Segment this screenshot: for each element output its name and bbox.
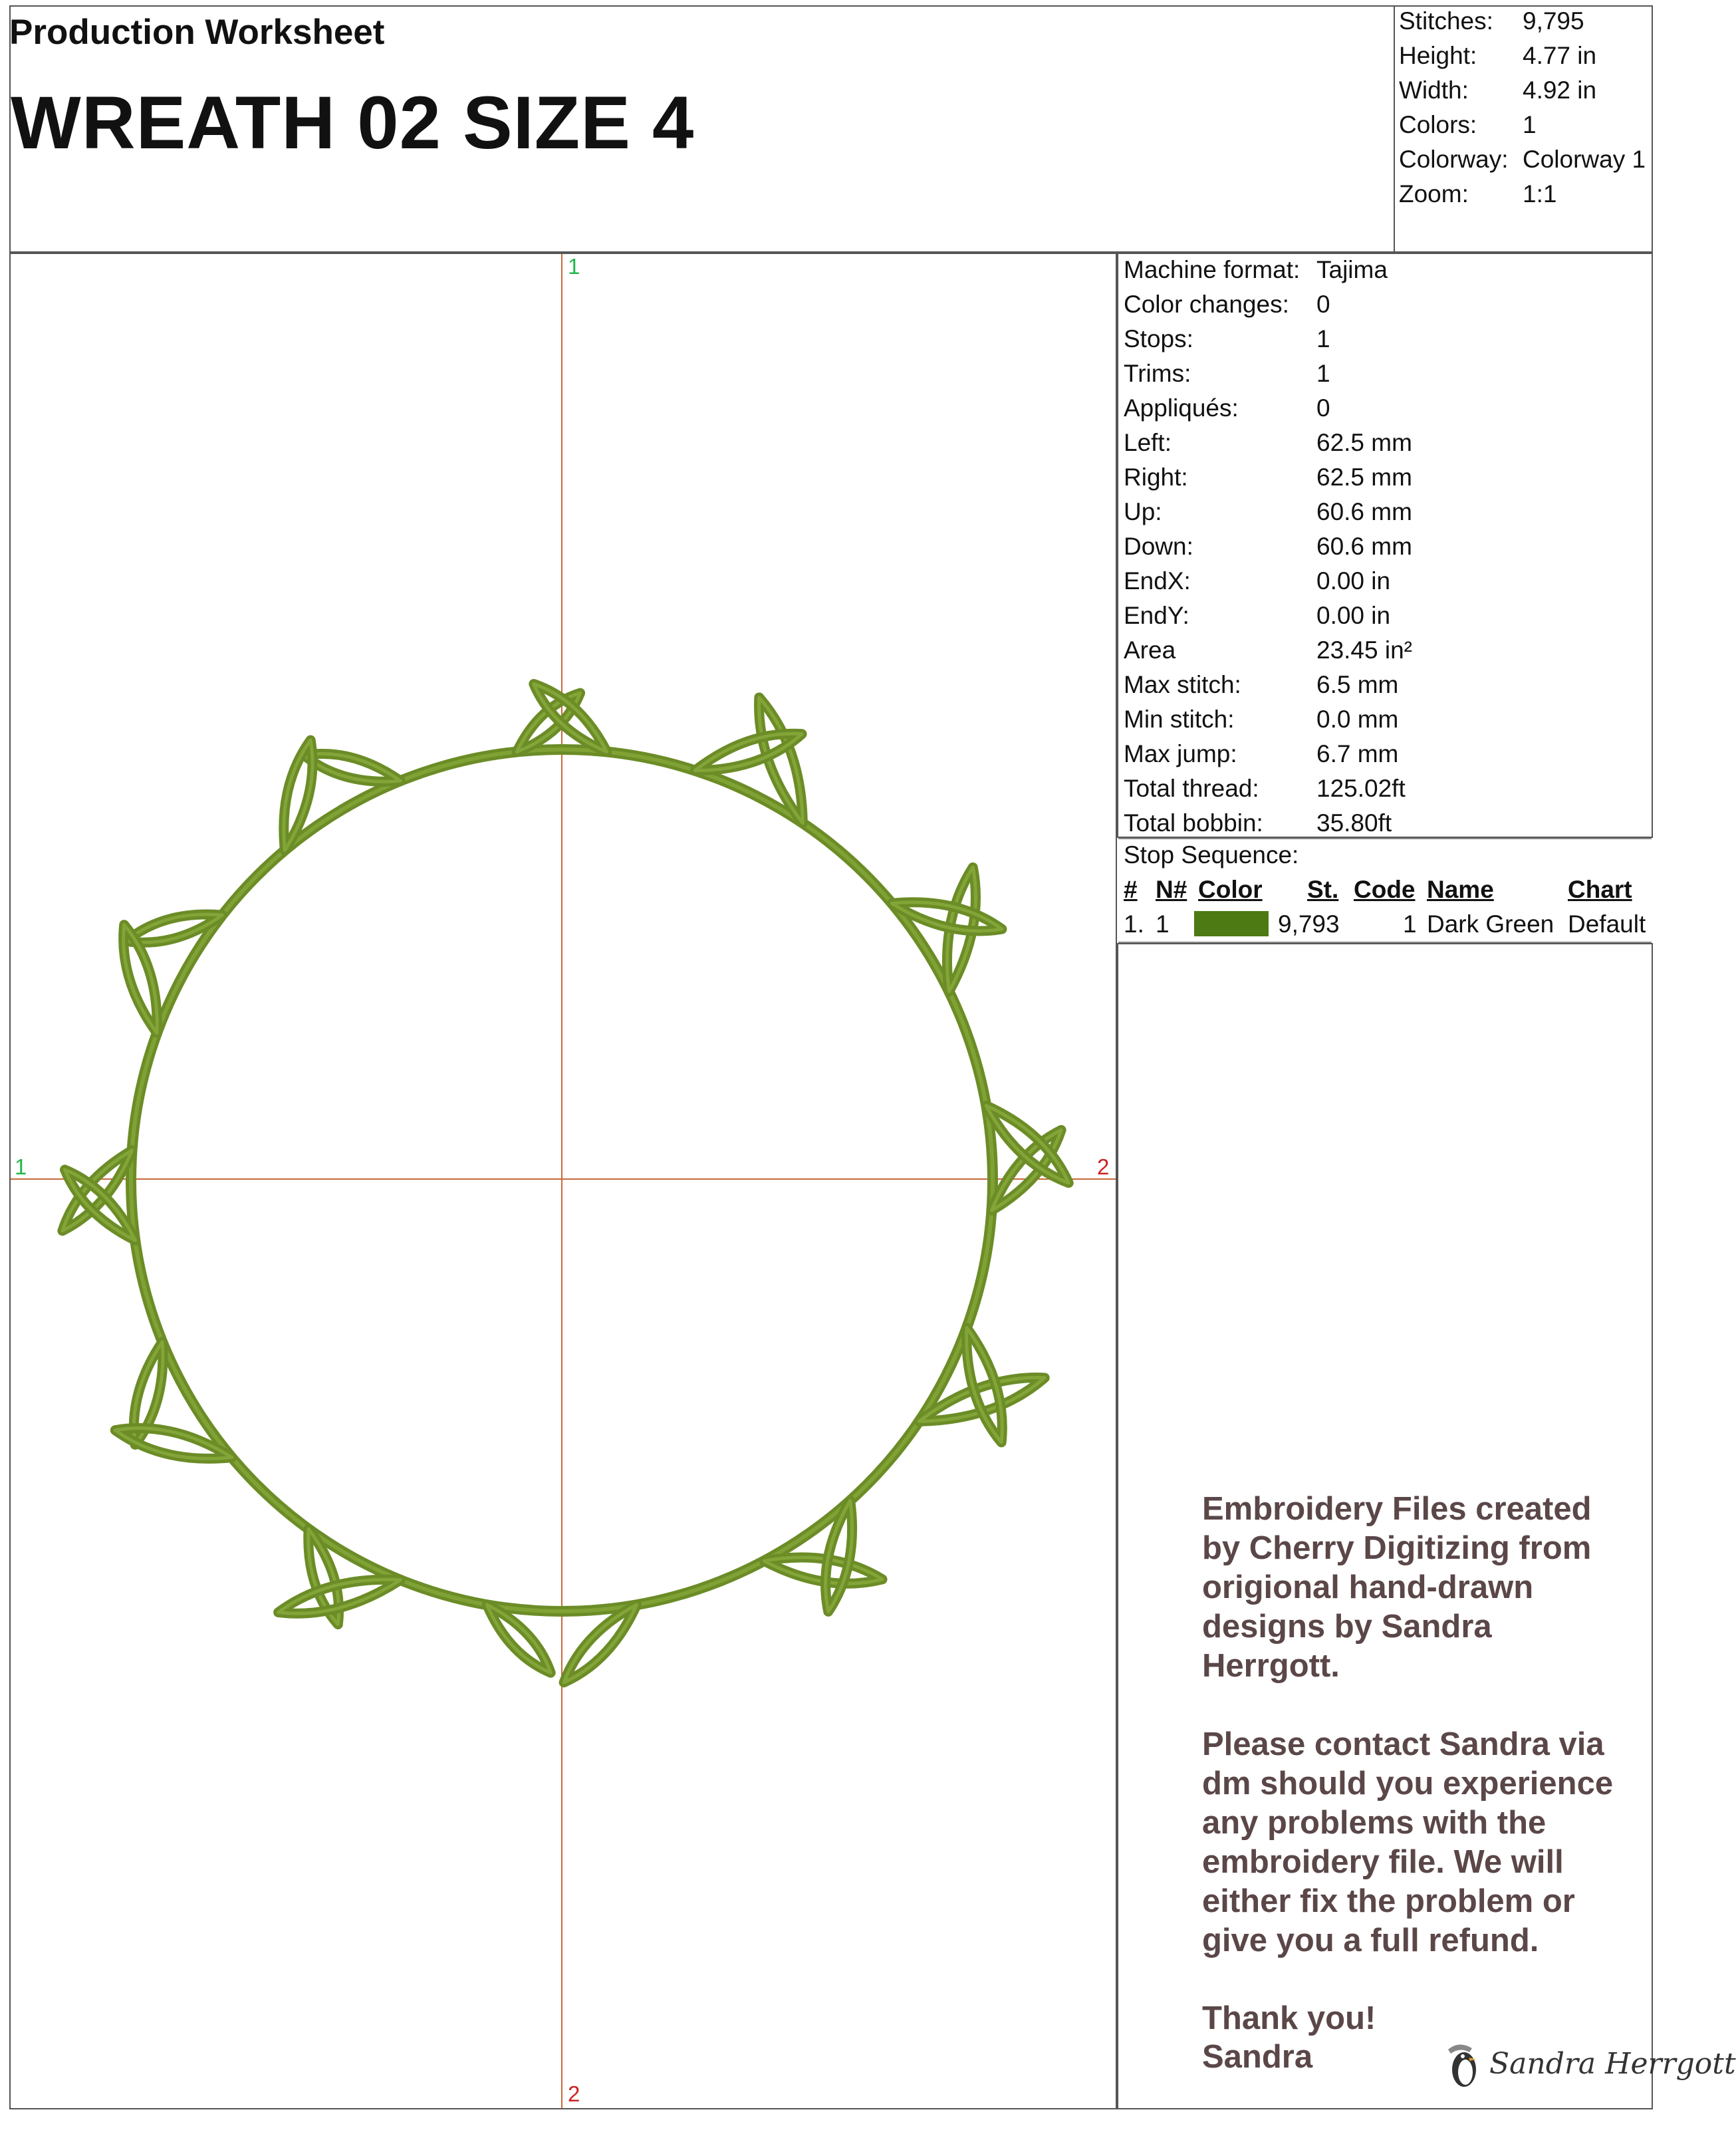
color-swatch: [1194, 911, 1269, 936]
note-credits: Embroidery Files created by Cherry Digitizing from origional hand-drawn designs by Sandra Herrgott.: [1202, 1491, 1592, 1684]
stat-label: Machine format:: [1124, 256, 1301, 283]
info-label: Zoom:: [1399, 180, 1469, 207]
axis-label-right: 2: [1097, 1154, 1110, 1179]
stat-value: 0.00 in: [1316, 567, 1391, 595]
stat-label: EndX:: [1124, 567, 1191, 595]
stat-label: Area: [1124, 636, 1176, 664]
col-header-color: Color: [1198, 876, 1263, 903]
info-value: 4.92 in: [1523, 76, 1597, 104]
stat-value: 1: [1316, 360, 1330, 387]
info-value: Colorway 1: [1523, 146, 1646, 173]
info-value: 9,795: [1523, 7, 1584, 35]
info-value: 4.77 in: [1523, 42, 1597, 69]
worksheet-title: Production Worksheet: [9, 13, 385, 52]
stat-label: Total bobbin:: [1124, 809, 1263, 837]
note-thanks: Thank you!: [1202, 2000, 1376, 2036]
stat-label: Min stitch:: [1124, 706, 1235, 733]
stop-row-num: 1.: [1124, 910, 1144, 938]
stop-row-code: 1: [1403, 910, 1417, 938]
stat-value: 60.6 mm: [1316, 533, 1412, 560]
stat-value: 0.00 in: [1316, 602, 1391, 629]
axis-label-left: 1: [15, 1154, 27, 1179]
info-value: 1:1: [1523, 180, 1557, 207]
stop-row-chart: Default: [1568, 910, 1646, 938]
stat-label: Trims:: [1124, 360, 1191, 387]
col-header-needle: N#: [1156, 876, 1187, 903]
info-value: 1: [1523, 111, 1537, 138]
stat-value: 23.45 in²: [1316, 636, 1412, 664]
stat-value: 6.7 mm: [1316, 740, 1399, 767]
wreath-embroidery: [9, 253, 1117, 2109]
axis-label-bottom: 2: [568, 2081, 580, 2106]
col-header-num: #: [1124, 876, 1138, 903]
col-header-stitches: St.: [1307, 876, 1339, 903]
info-label: Stitches:: [1399, 7, 1493, 35]
stat-value: 6.5 mm: [1316, 671, 1399, 698]
info-label: Width:: [1399, 76, 1469, 104]
col-header-chart: Chart: [1568, 876, 1632, 903]
stat-value: 35.80ft: [1316, 809, 1392, 837]
info-label: Height:: [1399, 42, 1477, 69]
stop-row-stitches: 9,793: [1278, 910, 1340, 938]
stat-label: Down:: [1124, 533, 1193, 560]
stat-label: Total thread:: [1124, 775, 1259, 802]
info-label: Colorway:: [1399, 146, 1509, 173]
stat-label: Max stitch:: [1124, 671, 1241, 698]
note-name: Sandra: [1202, 2039, 1313, 2075]
stat-label: Left:: [1124, 429, 1172, 456]
penguin-icon: [1443, 2039, 1489, 2092]
wreath-stem: [131, 749, 993, 1611]
stat-label: Appliqués:: [1124, 394, 1239, 422]
stat-value: Tajima: [1316, 256, 1388, 283]
header-divider: [1394, 5, 1395, 253]
signature-logo: [1443, 2035, 1736, 2095]
info-label: Colors:: [1399, 111, 1477, 138]
signature-text: Sandra Herrgott: [1489, 2047, 1736, 2081]
stop-sequence-title: Stop Sequence:: [1124, 841, 1299, 869]
stat-label: EndY:: [1124, 602, 1189, 629]
stop-row-needle: 1: [1156, 910, 1170, 938]
stat-value: 62.5 mm: [1316, 464, 1412, 491]
stat-label: Up:: [1124, 498, 1162, 525]
stat-label: Color changes:: [1124, 291, 1289, 318]
wreath-group: [62, 684, 1068, 1682]
stat-value: 0.0 mm: [1316, 706, 1399, 733]
col-header-name: Name: [1427, 876, 1494, 903]
stat-value: 1: [1316, 325, 1330, 352]
note-contact: Please contact Sandra via dm should you experience any problems with the embroidery file. We will either fix the problem or give you a full refund.: [1202, 1726, 1614, 1958]
stop-row-name: Dark Green: [1427, 910, 1554, 938]
stat-label: Right:: [1124, 464, 1188, 491]
stat-value: 62.5 mm: [1316, 429, 1412, 456]
stat-value: 0: [1316, 291, 1330, 318]
stat-label: Stops:: [1124, 325, 1193, 352]
stat-value: 0: [1316, 394, 1330, 422]
stat-value: 60.6 mm: [1316, 498, 1412, 525]
axis-label-top: 1: [568, 254, 580, 279]
design-title: WREATH 02 SIZE 4: [11, 81, 695, 164]
col-header-code: Code: [1354, 876, 1416, 903]
stat-label: Max jump:: [1124, 740, 1237, 767]
stat-value: 125.02ft: [1316, 775, 1406, 802]
